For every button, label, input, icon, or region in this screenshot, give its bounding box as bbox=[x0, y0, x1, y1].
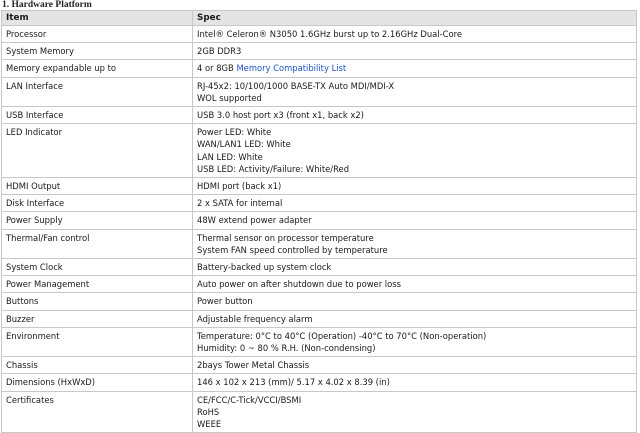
row-item-label: Buttons bbox=[2, 293, 193, 310]
row-spec-value bbox=[193, 124, 637, 178]
row-item-label: Processor bbox=[2, 26, 193, 43]
spec-line: LAN LED: White bbox=[197, 151, 263, 162]
row-item-label: System Memory bbox=[2, 43, 193, 60]
row-spec-value bbox=[193, 212, 637, 229]
table-row bbox=[2, 374, 637, 391]
table-row bbox=[2, 26, 637, 43]
table-row bbox=[2, 357, 637, 374]
row-spec-value bbox=[193, 374, 637, 391]
memory-compatibility-link[interactable]: Memory Compatibility List bbox=[236, 63, 347, 74]
row-spec-value bbox=[193, 43, 637, 60]
table-row bbox=[2, 178, 637, 195]
row-spec-value bbox=[193, 310, 637, 327]
spec-line: Thermal sensor on processor temperature bbox=[197, 232, 374, 243]
table-row bbox=[2, 293, 637, 310]
table-row bbox=[2, 195, 637, 212]
row-spec-value bbox=[193, 77, 637, 106]
row-spec-value bbox=[193, 327, 637, 356]
row-spec-value bbox=[193, 259, 637, 276]
spec-line: USB 3.0 host port x3 (front x1, back x2) bbox=[197, 110, 364, 121]
table-body bbox=[2, 26, 637, 433]
table-row bbox=[2, 327, 637, 356]
column-header-item: Item bbox=[2, 11, 193, 26]
row-item-label: Chassis bbox=[2, 357, 193, 374]
row-spec-value bbox=[193, 276, 637, 293]
table-header-row bbox=[2, 11, 637, 26]
spec-line bbox=[197, 62, 632, 74]
row-spec-value bbox=[193, 357, 637, 374]
row-item-label: Memory expandable up to bbox=[2, 60, 193, 77]
table-row bbox=[2, 212, 637, 229]
table-row bbox=[2, 43, 637, 60]
row-spec-value bbox=[193, 60, 637, 77]
spec-line: WEEE bbox=[197, 419, 222, 430]
spec-line: 2bays Tower Metal Chassis bbox=[197, 360, 310, 371]
spec-line: HDMI port (back x1) bbox=[197, 181, 282, 192]
spec-line: RJ-45x2: 10/100/1000 BASE-TX Auto MDI/MDI-X bbox=[197, 80, 395, 91]
table-row bbox=[2, 276, 637, 293]
spec-line: RoHS bbox=[197, 406, 220, 417]
spec-line: 146 x 102 x 213 (mm)/ 5.17 x 4.02 x 8.39 (in) bbox=[197, 377, 390, 388]
row-spec-value bbox=[193, 107, 637, 124]
row-spec-value bbox=[193, 195, 637, 212]
table-row bbox=[2, 229, 637, 258]
spec-line: Power LED: White bbox=[197, 127, 272, 138]
spec-line: CE/FCC/C-Tick/VCCI/BSMI bbox=[197, 394, 302, 405]
spec-line: USB LED: Activity/Failure: White/Red bbox=[197, 163, 350, 174]
row-spec-value bbox=[193, 391, 637, 433]
row-item-label: Buzzer bbox=[2, 310, 193, 327]
row-spec-value bbox=[193, 26, 637, 43]
row-item-label: Certificates bbox=[2, 391, 193, 433]
row-item-label: Power Supply bbox=[2, 212, 193, 229]
column-header-spec: Spec bbox=[193, 11, 637, 26]
row-item-label: USB Interface bbox=[2, 107, 193, 124]
row-spec-value bbox=[193, 229, 637, 258]
row-item-label: HDMI Output bbox=[2, 178, 193, 195]
row-item-label: Dimensions (HxWxD) bbox=[2, 374, 193, 391]
spec-line: Battery-backed up system clock bbox=[197, 262, 332, 273]
spec-line: 48W extend power adapter bbox=[197, 215, 312, 226]
spec-line: Adjustable frequency alarm bbox=[197, 313, 313, 324]
spec-line: Temperature: 0°C to 40°C (Operation) -40°C to 70°C (Non-operation) bbox=[197, 330, 487, 341]
row-item-label: LAN Interface bbox=[2, 77, 193, 106]
table-row bbox=[2, 107, 637, 124]
row-spec-value bbox=[193, 178, 637, 195]
spec-line: 2 x SATA for internal bbox=[197, 198, 283, 209]
row-spec-value bbox=[193, 293, 637, 310]
row-item-label: LED Indicator bbox=[2, 124, 193, 178]
table-row bbox=[2, 77, 637, 106]
row-item-label: Disk Interface bbox=[2, 195, 193, 212]
spec-line: WOL supported bbox=[197, 92, 262, 103]
spec-line: 2GB DDR3 bbox=[197, 46, 242, 57]
spec-line: WAN/LAN1 LED: White bbox=[197, 139, 291, 150]
spec-line: Auto power on after shutdown due to power loss bbox=[197, 279, 401, 290]
spec-line: System FAN speed controlled by temperature bbox=[197, 244, 388, 255]
table-row bbox=[2, 124, 637, 178]
section-heading: 1. Hardware Platform bbox=[2, 0, 92, 10]
row-item-label: Thermal/Fan control bbox=[2, 229, 193, 258]
spec-line: Humidity: 0 ~ 80 % R.H. (Non-condensing) bbox=[197, 343, 376, 354]
table-row bbox=[2, 310, 637, 327]
spec-line-text: 4 or 8GB bbox=[197, 63, 237, 74]
table-row bbox=[2, 391, 637, 433]
spec-line: Power button bbox=[197, 296, 253, 307]
table-row bbox=[2, 60, 637, 77]
hardware-spec-table bbox=[1, 10, 637, 433]
table-row bbox=[2, 259, 637, 276]
spec-line: Intel® Celeron® N3050 1.6GHz burst up to 2.16GHz Dual-Core bbox=[197, 29, 463, 39]
row-item-label: System Clock bbox=[2, 259, 193, 276]
row-item-label: Environment bbox=[2, 327, 193, 356]
row-item-label: Power Management bbox=[2, 276, 193, 293]
